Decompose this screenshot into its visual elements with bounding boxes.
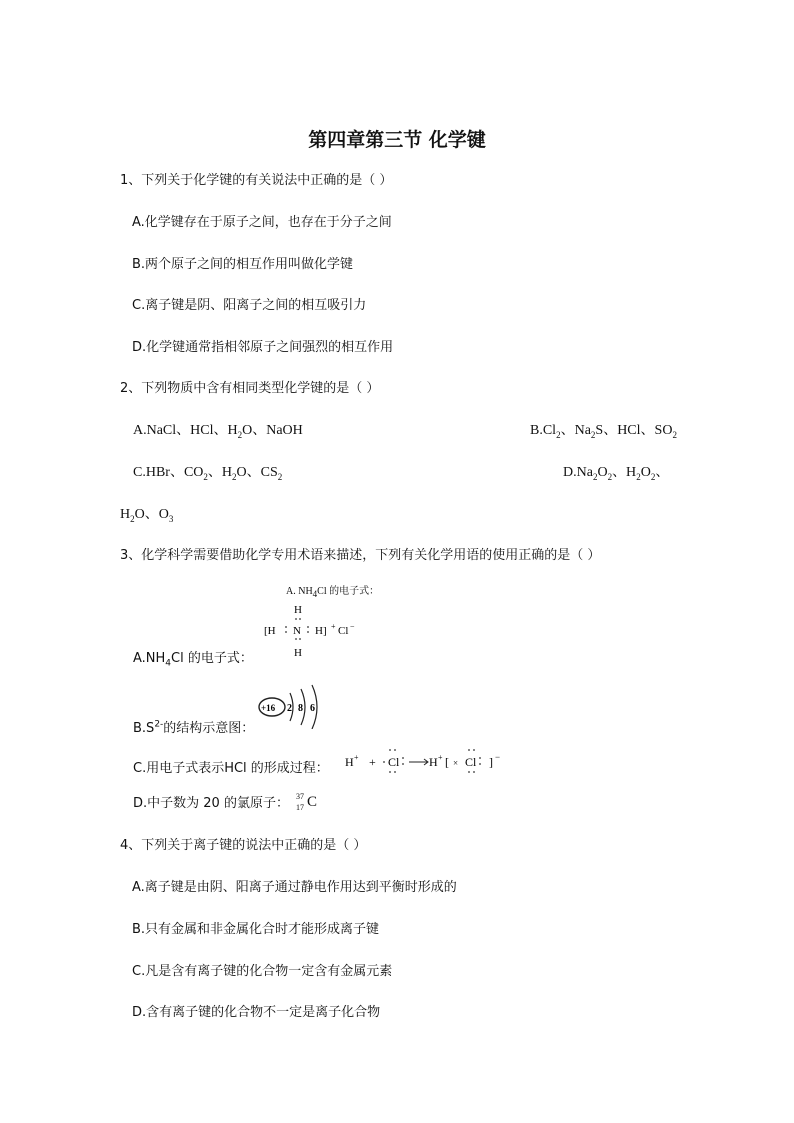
svg-text:6: 6 xyxy=(310,703,315,714)
svg-text:+: + xyxy=(369,755,376,769)
q1-stem: 1、下列关于化学键的有关说法中正确的是（ ） xyxy=(120,173,393,188)
q3-option-c: C.用电子式表示HCl 的形成过程： xyxy=(133,761,329,776)
element-symbol: C xyxy=(307,794,318,810)
q4-option-c: C.凡是含有离子键的化合物一定含有金属元素 xyxy=(132,964,393,979)
svg-text:H: H xyxy=(345,755,354,769)
svg-text:]: ] xyxy=(489,755,493,769)
q1-option-b: B.两个原子之间的相互作用叫做化学键 xyxy=(132,257,354,272)
svg-text:2: 2 xyxy=(287,703,292,714)
atomic-number: 17 xyxy=(296,803,304,812)
svg-text:H]: H] xyxy=(315,625,327,637)
svg-text:−: − xyxy=(350,622,355,631)
svg-text:+: + xyxy=(438,753,443,762)
q2-option-d-continued: $H_2O$、$O_3$ xyxy=(120,507,174,524)
nucleus-label: +16 xyxy=(261,703,276,713)
q3-a-figure-caption: A. $NH_4Cl$ 的电子式： xyxy=(286,586,380,599)
svg-text:Cl: Cl xyxy=(338,625,349,637)
q3-stem: 3、化学科学需要借助化学专用术语来描述，下列有关化学用语的使用正确的是（ ） xyxy=(120,548,601,563)
nh4cl-electron-formula-image xyxy=(262,601,372,663)
q1-option-a: A.化学键存在于原子之间，也存在于分子之间 xyxy=(132,215,392,230)
hcl-formation-process-image xyxy=(343,745,511,779)
q4-option-b: B.只有金属和非金属化合时才能形成离子键 xyxy=(132,922,380,937)
svg-text:−: − xyxy=(495,752,501,762)
q4-option-a: A.离子键是由阴、阳离子通过静电作用达到平衡时形成的 xyxy=(132,880,457,895)
svg-text:H: H xyxy=(294,647,302,659)
sulfur-ion-structure-diagram xyxy=(256,683,332,733)
svg-text:[: [ xyxy=(445,755,449,769)
svg-text:H: H xyxy=(429,755,438,769)
q2-option-a: A.NaCl、HCl、$H_2O$、NaOH xyxy=(133,423,303,440)
q1-option-c: C.离子键是阴、阳离子之间的相互吸引力 xyxy=(132,298,367,313)
svg-text:×: × xyxy=(453,758,459,768)
q1-option-d: D.化学键通常指相邻原子之间强烈的相互作用 xyxy=(132,340,394,355)
svg-text:[H: [H xyxy=(264,625,276,637)
svg-text:Cl: Cl xyxy=(465,755,477,769)
svg-text:+: + xyxy=(354,753,359,762)
q2-stem: 2、下列物质中含有相同类型化学键的是（ ） xyxy=(120,381,380,396)
q4-option-d: D.含有离子键的化合物不一定是离子化合物 xyxy=(132,1005,381,1020)
svg-text:Cl: Cl xyxy=(388,755,400,769)
q2-option-c: C.HBr、$CO_2$、$H_2O$、$CS_2$ xyxy=(133,465,283,482)
q3-option-b: $B.S^{2-}$的结构示意图： xyxy=(133,719,255,736)
q2-option-d: $D.Na_2O_2$、$H_2O_2$、 xyxy=(563,465,670,482)
q4-stem: 4、下列关于离子键的说法中正确的是（ ） xyxy=(120,838,367,853)
q3-option-a: $A.NH_4Cl$ 的电子式： xyxy=(133,651,253,669)
q3-option-d: D.中子数为 20 的氯原子： xyxy=(133,796,289,811)
svg-text:+: + xyxy=(331,622,336,631)
mass-number: 37 xyxy=(296,792,304,801)
q2-option-b: $B.Cl_2$、$Na_2S$、HCl、$SO_2$ xyxy=(530,423,677,440)
svg-text:8: 8 xyxy=(298,703,303,714)
page-title: 第四章第三节 化学键 xyxy=(308,129,486,151)
svg-text:H: H xyxy=(294,604,302,616)
svg-text:N: N xyxy=(293,625,301,637)
